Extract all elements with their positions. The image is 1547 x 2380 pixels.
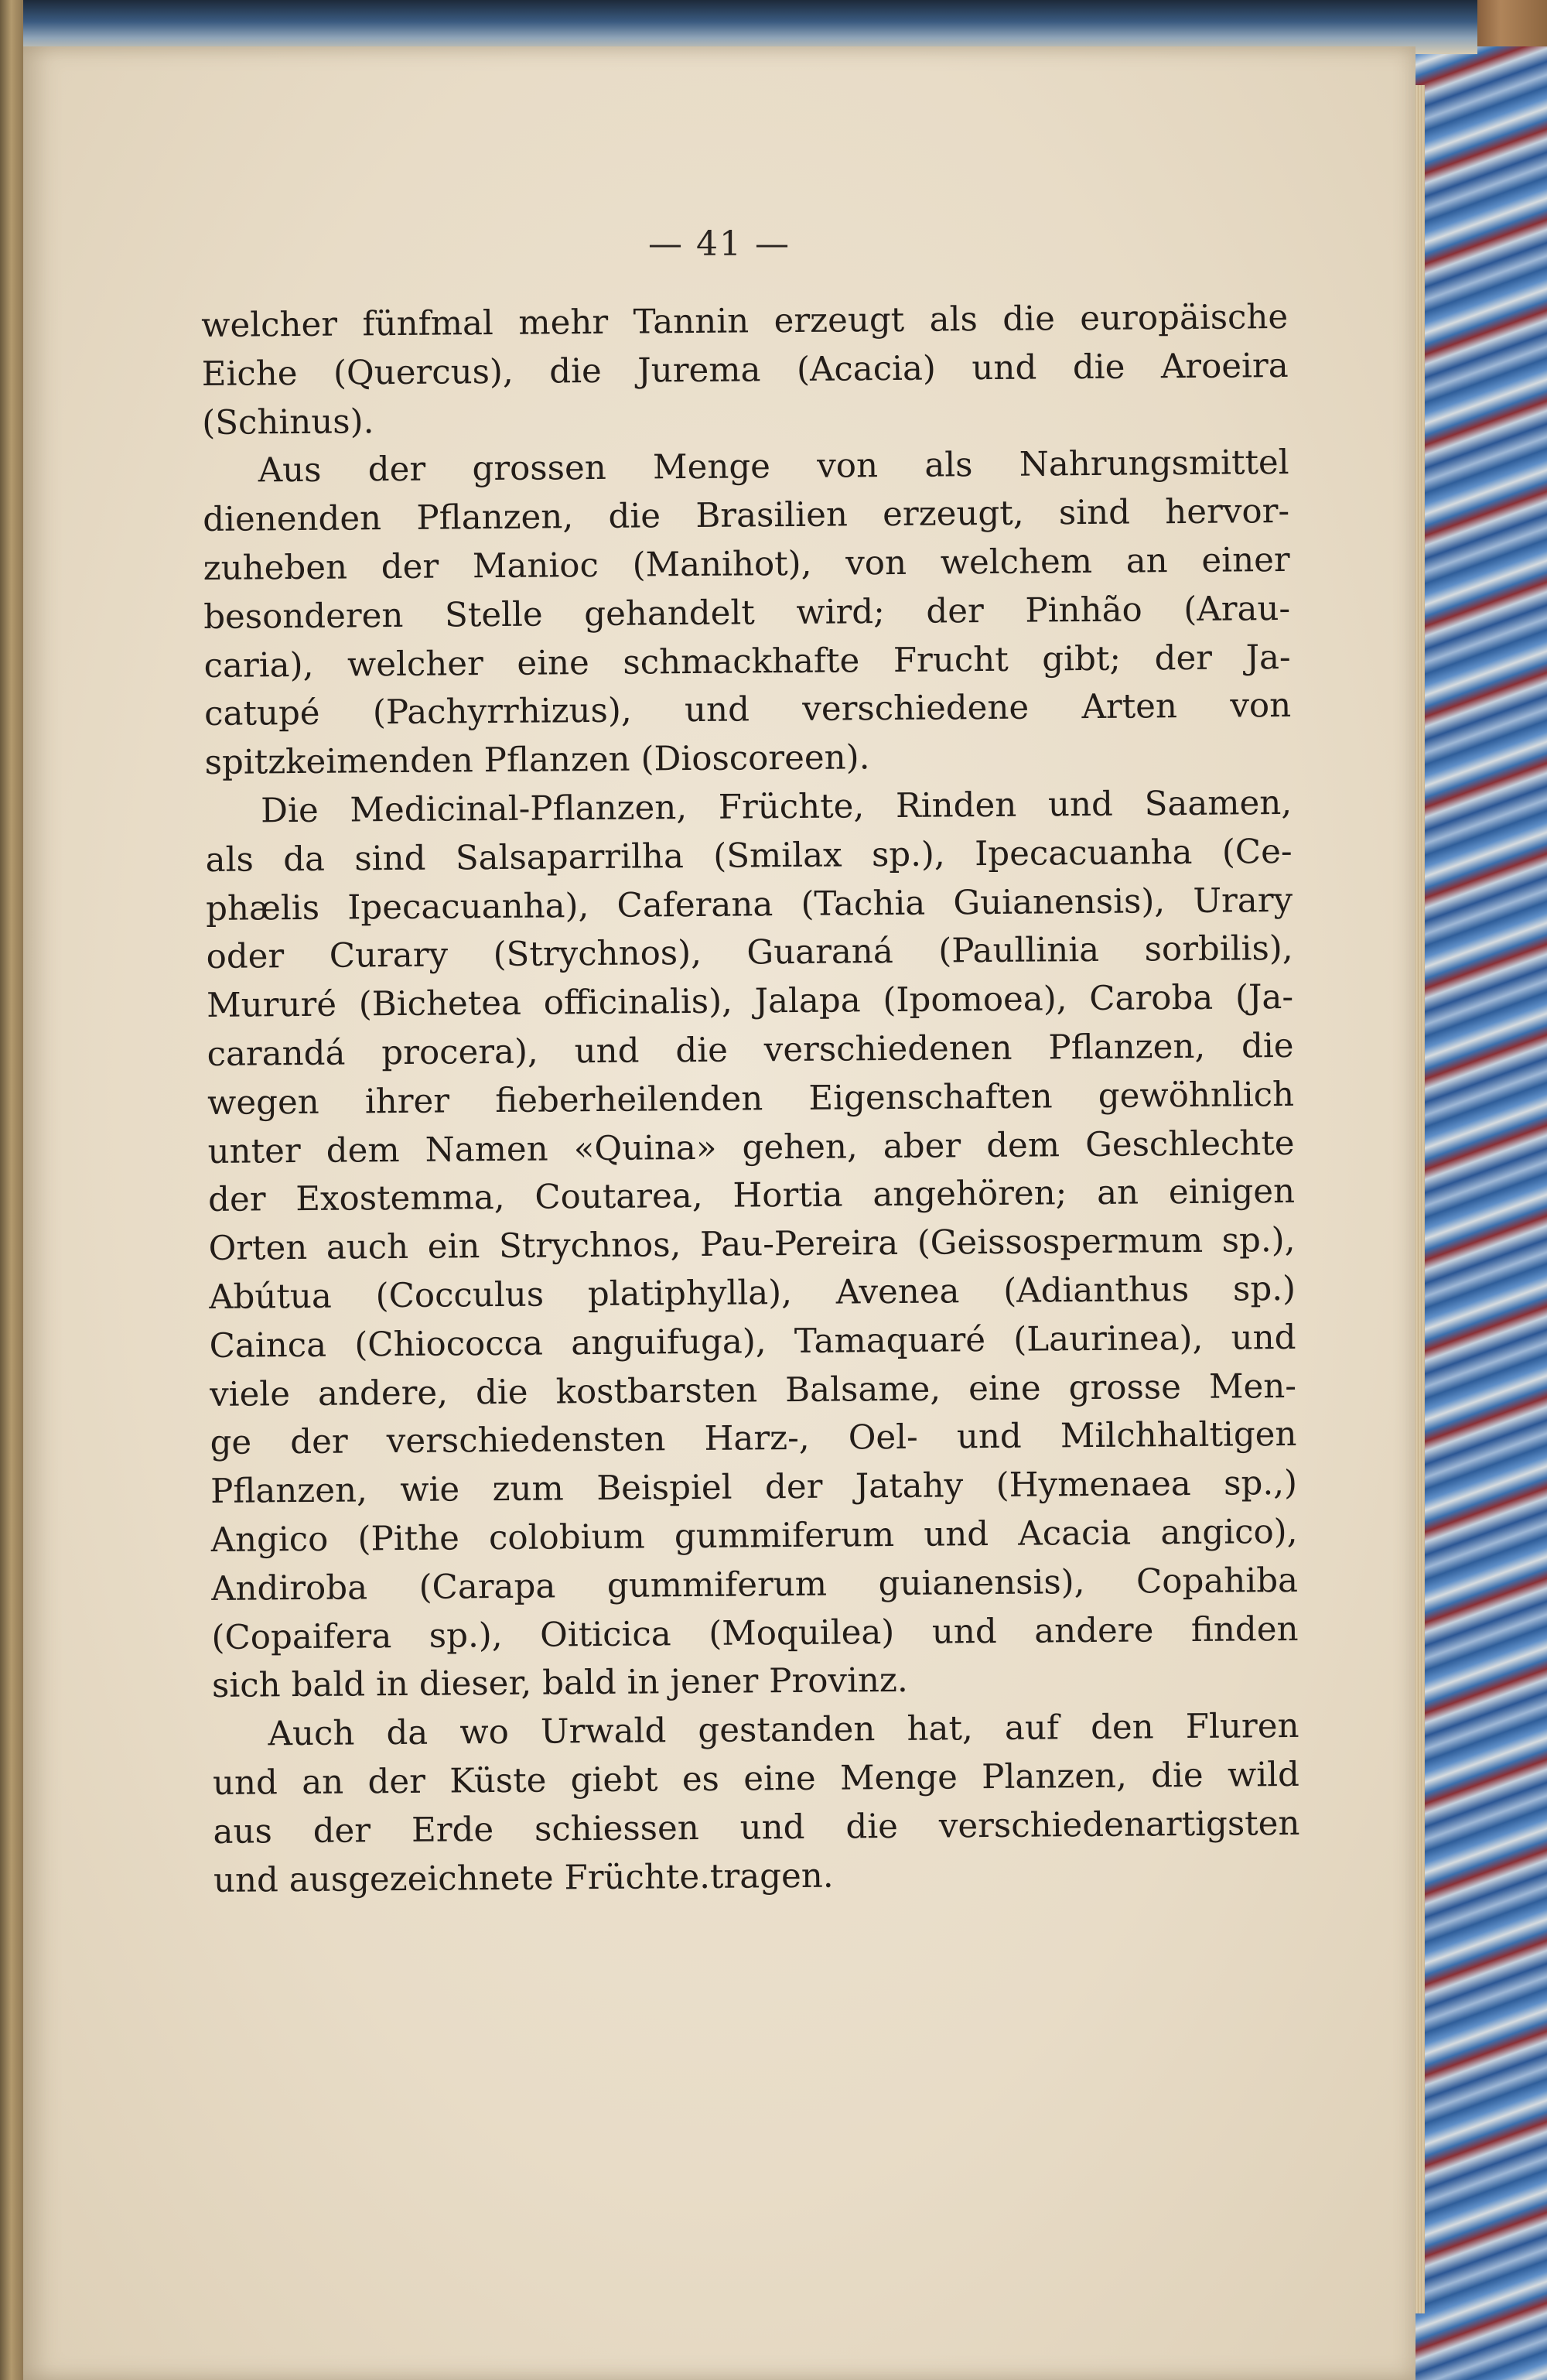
text-line-content	[261, 779, 1292, 836]
word: Guaraná	[746, 932, 893, 973]
text-line-content	[204, 682, 1291, 739]
text-line	[206, 925, 1293, 982]
word: als	[929, 300, 978, 340]
text-line	[205, 779, 1292, 836]
word: (Ce-	[1221, 832, 1293, 872]
word: officinalis),	[543, 982, 733, 1023]
word: (Carapa	[418, 1567, 556, 1607]
word: Avenea	[835, 1272, 960, 1312]
word: der	[381, 547, 439, 587]
word: Mururé	[206, 985, 337, 1026]
word: gewöhnlich	[1098, 1075, 1295, 1116]
word: Caferana	[616, 884, 774, 925]
word: Copahiba	[1135, 1561, 1299, 1602]
word: erzeugt,	[882, 494, 1024, 535]
text-line-content	[213, 1848, 1300, 1905]
text-line	[211, 1557, 1298, 1614]
text-line	[208, 1168, 1295, 1225]
text-line-content	[210, 1508, 1297, 1565]
word: Erde	[411, 1810, 494, 1850]
word: fünfmal	[362, 304, 494, 344]
word: in	[627, 1663, 660, 1703]
text-line-content	[258, 439, 1289, 495]
word: von	[1230, 686, 1292, 726]
word: finden	[1190, 1609, 1299, 1650]
word: phælis	[205, 888, 320, 928]
word: Menge	[652, 447, 771, 487]
word: kostbarsten	[555, 1370, 758, 1411]
text-line-content	[203, 487, 1289, 545]
word: es	[681, 1759, 720, 1800]
book-page	[23, 46, 1416, 2380]
word: wo	[459, 1713, 510, 1753]
word: Andiroba	[210, 1568, 368, 1609]
text-line	[209, 1314, 1296, 1371]
word: (Dioscoreen).	[640, 738, 870, 779]
word: Eigenschaften	[808, 1077, 1053, 1118]
word: Frucht	[893, 640, 1009, 680]
word: der	[312, 1811, 371, 1851]
word: hat,	[907, 1709, 973, 1749]
text-line	[207, 1022, 1293, 1079]
word: dem	[326, 1130, 400, 1171]
word: der	[926, 591, 984, 631]
word: und	[972, 348, 1037, 388]
word: wird;	[796, 592, 886, 632]
word: als	[205, 840, 254, 880]
word: und	[956, 1417, 1022, 1457]
text-line	[213, 1848, 1300, 1905]
text-line-content	[202, 391, 1289, 448]
word: die	[675, 1031, 729, 1071]
word: gummiferum	[606, 1564, 828, 1605]
word: eine	[743, 1759, 816, 1799]
word: Hortia	[733, 1175, 843, 1216]
text-line-content	[208, 1168, 1295, 1225]
word: (Cocculus	[375, 1275, 545, 1316]
word: sorbilis),	[1144, 929, 1293, 969]
word: fieberheilenden	[495, 1079, 763, 1120]
word: (Copaifera	[211, 1616, 392, 1657]
word: gestanden	[698, 1710, 876, 1751]
word: (Adianthus	[1003, 1270, 1190, 1311]
word: Tamaquaré	[794, 1320, 986, 1361]
word: dieser,	[418, 1664, 532, 1705]
word: Küste	[449, 1761, 547, 1801]
word: (Moquilea)	[709, 1612, 895, 1653]
word: unter	[207, 1131, 301, 1171]
word: catupé	[203, 694, 320, 734]
word: grosse	[1068, 1367, 1182, 1407]
word: europäische	[1080, 297, 1289, 339]
word: (Laurinea),	[1013, 1318, 1204, 1359]
word: die	[608, 497, 661, 537]
word: Cainca	[209, 1325, 327, 1366]
word: Men-	[1208, 1366, 1297, 1407]
text-line	[202, 391, 1289, 448]
word: (Tachia	[801, 884, 926, 924]
word: Auch	[268, 1714, 355, 1754]
word: Caroba	[1089, 978, 1214, 1019]
text-line	[210, 1459, 1297, 1517]
word: «Quina»	[573, 1128, 717, 1168]
facing-page-edge	[0, 0, 25, 2380]
word: angico),	[1160, 1512, 1298, 1553]
word: Tannin	[633, 302, 750, 342]
text-line-content	[209, 1314, 1296, 1371]
word: Arten	[1081, 687, 1178, 727]
text-line	[208, 1216, 1295, 1274]
word: wild	[1227, 1755, 1300, 1795]
text-line-content	[201, 293, 1288, 351]
word: die	[1241, 1026, 1294, 1066]
word: Exostemma,	[295, 1178, 505, 1219]
text-line	[210, 1508, 1297, 1565]
word: hervor-	[1165, 492, 1290, 532]
word: Angico	[210, 1520, 329, 1560]
word: carandá	[207, 1034, 346, 1074]
word: Pau-Pereira	[699, 1224, 899, 1265]
word: die	[549, 351, 602, 392]
word: dienenden	[203, 499, 382, 540]
text-line-content	[268, 1702, 1299, 1759]
word: an	[302, 1763, 344, 1802]
word: der	[207, 1180, 266, 1220]
word: Rinden	[895, 785, 1017, 826]
word: und	[1047, 785, 1114, 825]
word: oder	[206, 937, 285, 977]
word: bald	[541, 1664, 616, 1703]
word: (Smilax	[713, 836, 842, 876]
word: sp.),	[1221, 1221, 1296, 1260]
word: (Arau-	[1183, 589, 1291, 629]
word: und	[684, 690, 750, 730]
text-line	[207, 1119, 1294, 1176]
word: wie	[400, 1470, 460, 1510]
text-line	[204, 730, 1291, 788]
word: Aroeira	[1160, 346, 1289, 387]
word: Früchte,	[718, 787, 865, 827]
text-line	[204, 682, 1291, 739]
word: Ipecacuanha	[974, 833, 1193, 874]
word: caria),	[203, 645, 314, 686]
word: giebt	[570, 1760, 658, 1800]
word: platiphylla),	[587, 1273, 793, 1315]
word: (Strychnos),	[493, 934, 702, 975]
word: der	[367, 450, 426, 490]
word: Oel-	[848, 1418, 918, 1458]
text-line-content	[213, 1800, 1299, 1857]
word: Brasilien	[695, 495, 849, 536]
word: Geschlechte	[1084, 1123, 1295, 1164]
word: Früchte.tragen.	[564, 1856, 834, 1897]
word: gibt;	[1042, 639, 1122, 679]
word: Strychnos,	[498, 1226, 681, 1267]
word: (Manihot),	[632, 544, 812, 585]
word: Jalapa	[754, 981, 861, 1021]
text-line	[201, 293, 1288, 351]
word: als	[924, 446, 973, 486]
word: Pflanzen	[483, 740, 630, 781]
word: (Pithe	[357, 1519, 460, 1559]
text-line-content	[209, 1265, 1296, 1322]
word: einigen	[1168, 1172, 1296, 1212]
word: zum	[492, 1469, 564, 1510]
word: sp.,)	[1223, 1464, 1298, 1503]
word: schmackhafte	[623, 641, 860, 682]
word: (Bichetea	[358, 983, 522, 1024]
word: und	[212, 1763, 278, 1803]
word: (Pachyrrhizus),	[372, 692, 632, 733]
word: Oiticica	[539, 1614, 671, 1655]
word: zuheben	[203, 548, 348, 588]
word: angehören;	[873, 1174, 1067, 1215]
word: und	[739, 1807, 805, 1848]
word: verschiedenartigsten	[938, 1804, 1300, 1846]
text-line-content	[207, 973, 1293, 1031]
word: gehandelt	[584, 593, 755, 634]
word: der	[764, 1467, 823, 1507]
word: Planzen,	[982, 1756, 1128, 1797]
word: an	[1096, 1173, 1139, 1213]
text-line	[207, 1071, 1294, 1128]
word: Beispiel	[596, 1468, 733, 1509]
word: gummiferum	[674, 1515, 895, 1557]
word: Abútua	[208, 1277, 333, 1317]
text-line-content	[211, 1605, 1298, 1662]
word: mehr	[518, 303, 609, 343]
word: Manioc	[472, 545, 599, 586]
word: der	[367, 1762, 426, 1802]
word: der	[290, 1422, 348, 1462]
text-line	[207, 973, 1293, 1031]
word: und	[1231, 1318, 1296, 1358]
word: sp.),	[871, 835, 945, 874]
text-line-content	[201, 342, 1288, 399]
word: die	[475, 1373, 528, 1412]
text-line	[203, 487, 1289, 545]
word: Harz-,	[704, 1419, 810, 1459]
text-line	[202, 439, 1289, 496]
word: anguifuga),	[571, 1322, 767, 1363]
word: Orten	[208, 1229, 308, 1269]
word: und	[574, 1031, 640, 1072]
word: Jatahy	[855, 1466, 964, 1506]
word: ihrer	[364, 1082, 450, 1122]
word: die	[845, 1807, 899, 1847]
word: Fluren	[1185, 1707, 1299, 1747]
word: schiessen	[534, 1808, 699, 1849]
word: Acacia	[1018, 1513, 1132, 1554]
word: (Geissospermum	[917, 1222, 1204, 1263]
word: einer	[1201, 540, 1290, 580]
word: Pflanzen,	[416, 498, 574, 539]
text-line	[210, 1411, 1296, 1468]
word: auf	[1004, 1708, 1060, 1749]
word: Pflanzen,	[1048, 1027, 1206, 1068]
word: Jurema	[637, 351, 761, 391]
word: da	[386, 1713, 429, 1753]
text-line-content	[206, 925, 1293, 982]
text-line	[206, 877, 1293, 934]
word: Eiche	[201, 354, 298, 394]
text-line-content	[207, 1071, 1294, 1128]
word: sp.)	[1232, 1269, 1296, 1309]
marbled-fore-edge	[1408, 46, 1547, 2380]
word: gehen,	[742, 1127, 858, 1168]
word: da	[283, 839, 326, 879]
word: (Hymenaea	[995, 1465, 1191, 1506]
word: sp.),	[429, 1616, 503, 1656]
word: ausgezeichnete	[289, 1858, 554, 1900]
text-line	[210, 1362, 1296, 1419]
text-line-content	[211, 1557, 1298, 1614]
text-line-content	[205, 828, 1292, 885]
text-line-content	[212, 1653, 1299, 1711]
word: Saamen,	[1144, 783, 1293, 824]
word: welcher	[201, 305, 338, 345]
word: in	[375, 1665, 409, 1705]
text-line-content	[210, 1411, 1296, 1468]
word: aber	[883, 1126, 961, 1166]
word: und	[213, 1860, 279, 1900]
word: Ja-	[1245, 638, 1291, 677]
text-line-content	[203, 585, 1290, 642]
word: besonderen	[203, 596, 404, 637]
word: Aus	[258, 451, 322, 491]
word: Pinhão	[1025, 590, 1142, 631]
word: ein	[427, 1227, 480, 1267]
word: sich	[211, 1666, 281, 1706]
word: (Schinus).	[202, 402, 374, 443]
text-line	[212, 1653, 1299, 1711]
word: den	[1090, 1708, 1154, 1748]
word: die	[1002, 299, 1056, 339]
word: Namen	[425, 1130, 548, 1170]
word: Pflanzen,	[210, 1471, 368, 1512]
word: verschiedensten	[386, 1420, 666, 1462]
text-line	[213, 1751, 1299, 1808]
word: verschiedene	[802, 688, 1030, 730]
word: erzeugt	[774, 300, 905, 341]
text-line-content	[203, 634, 1290, 691]
text-line-content	[204, 730, 1291, 788]
text-line-content	[207, 1022, 1293, 1079]
text-line-content	[203, 536, 1289, 593]
word: Guianensis),	[953, 881, 1166, 922]
word: Ipecacuanha),	[347, 886, 589, 928]
text-line	[203, 536, 1289, 593]
word: andere,	[317, 1373, 449, 1414]
word: Die	[260, 791, 319, 831]
word: (Acacia)	[796, 349, 937, 389]
text-line	[213, 1800, 1299, 1857]
text-line-content	[206, 877, 1293, 934]
word: procera),	[381, 1032, 538, 1073]
word: die	[1150, 1756, 1204, 1796]
word: (Paullinia	[938, 931, 1100, 971]
word: Urwald	[540, 1711, 667, 1752]
word: der	[1154, 638, 1213, 678]
word: wegen	[207, 1082, 319, 1123]
word: ge	[210, 1423, 252, 1463]
body-text	[201, 293, 1300, 1905]
text-line	[203, 585, 1290, 642]
word: eine	[968, 1369, 1041, 1408]
word: welcher	[347, 644, 484, 685]
text-line	[209, 1265, 1296, 1322]
word: (Chiococca	[354, 1324, 544, 1365]
text-line-content	[210, 1459, 1297, 1517]
word: Nahrungsmittel	[1019, 443, 1289, 485]
word: eine	[517, 643, 590, 683]
text-line	[212, 1702, 1299, 1759]
word: und	[924, 1514, 989, 1554]
word: (Ipomoea),	[883, 980, 1067, 1021]
word: dem	[986, 1125, 1060, 1165]
word: sind	[354, 839, 426, 879]
word: colobium	[488, 1517, 645, 1558]
word: andere	[1034, 1610, 1154, 1651]
page-number: — 41 —	[648, 224, 791, 264]
word: Medicinal-Pflanzen,	[350, 788, 688, 830]
word: Salsaparrilha	[455, 836, 685, 878]
word: die	[1072, 347, 1125, 387]
word: welchem	[940, 542, 1093, 583]
word: und	[931, 1612, 997, 1652]
word: spitzkeimenden	[204, 741, 473, 783]
word: Urary	[1193, 881, 1293, 921]
text-line-content	[207, 1119, 1294, 1176]
word: Menge	[839, 1758, 958, 1798]
word: verschiedenen	[763, 1028, 1013, 1070]
word: grossen	[472, 449, 606, 489]
word: von	[817, 446, 879, 487]
text-line-content	[208, 1216, 1295, 1274]
word: sind	[1058, 493, 1131, 533]
word: Provinz.	[768, 1661, 908, 1701]
text-line	[201, 342, 1288, 399]
text-line-content	[213, 1751, 1299, 1808]
text-line	[205, 828, 1292, 885]
word: Coutarea,	[534, 1177, 703, 1217]
text-line-content	[210, 1362, 1296, 1419]
word: Milchhaltigen	[1060, 1415, 1297, 1456]
word: (Ja-	[1235, 978, 1294, 1017]
word: jener	[670, 1662, 759, 1702]
word: (Quercus),	[333, 352, 514, 393]
word: bald	[291, 1665, 366, 1705]
word: aus	[213, 1812, 273, 1852]
word: Stelle	[444, 595, 543, 635]
word: an	[1125, 542, 1168, 581]
text-line	[211, 1605, 1298, 1662]
text-line	[203, 634, 1290, 691]
word: viele	[209, 1374, 291, 1414]
word: auch	[326, 1228, 409, 1267]
word: von	[845, 543, 907, 583]
word: guianensis),	[878, 1562, 1085, 1603]
word: Curary	[329, 935, 449, 976]
word: Balsame,	[784, 1370, 941, 1410]
